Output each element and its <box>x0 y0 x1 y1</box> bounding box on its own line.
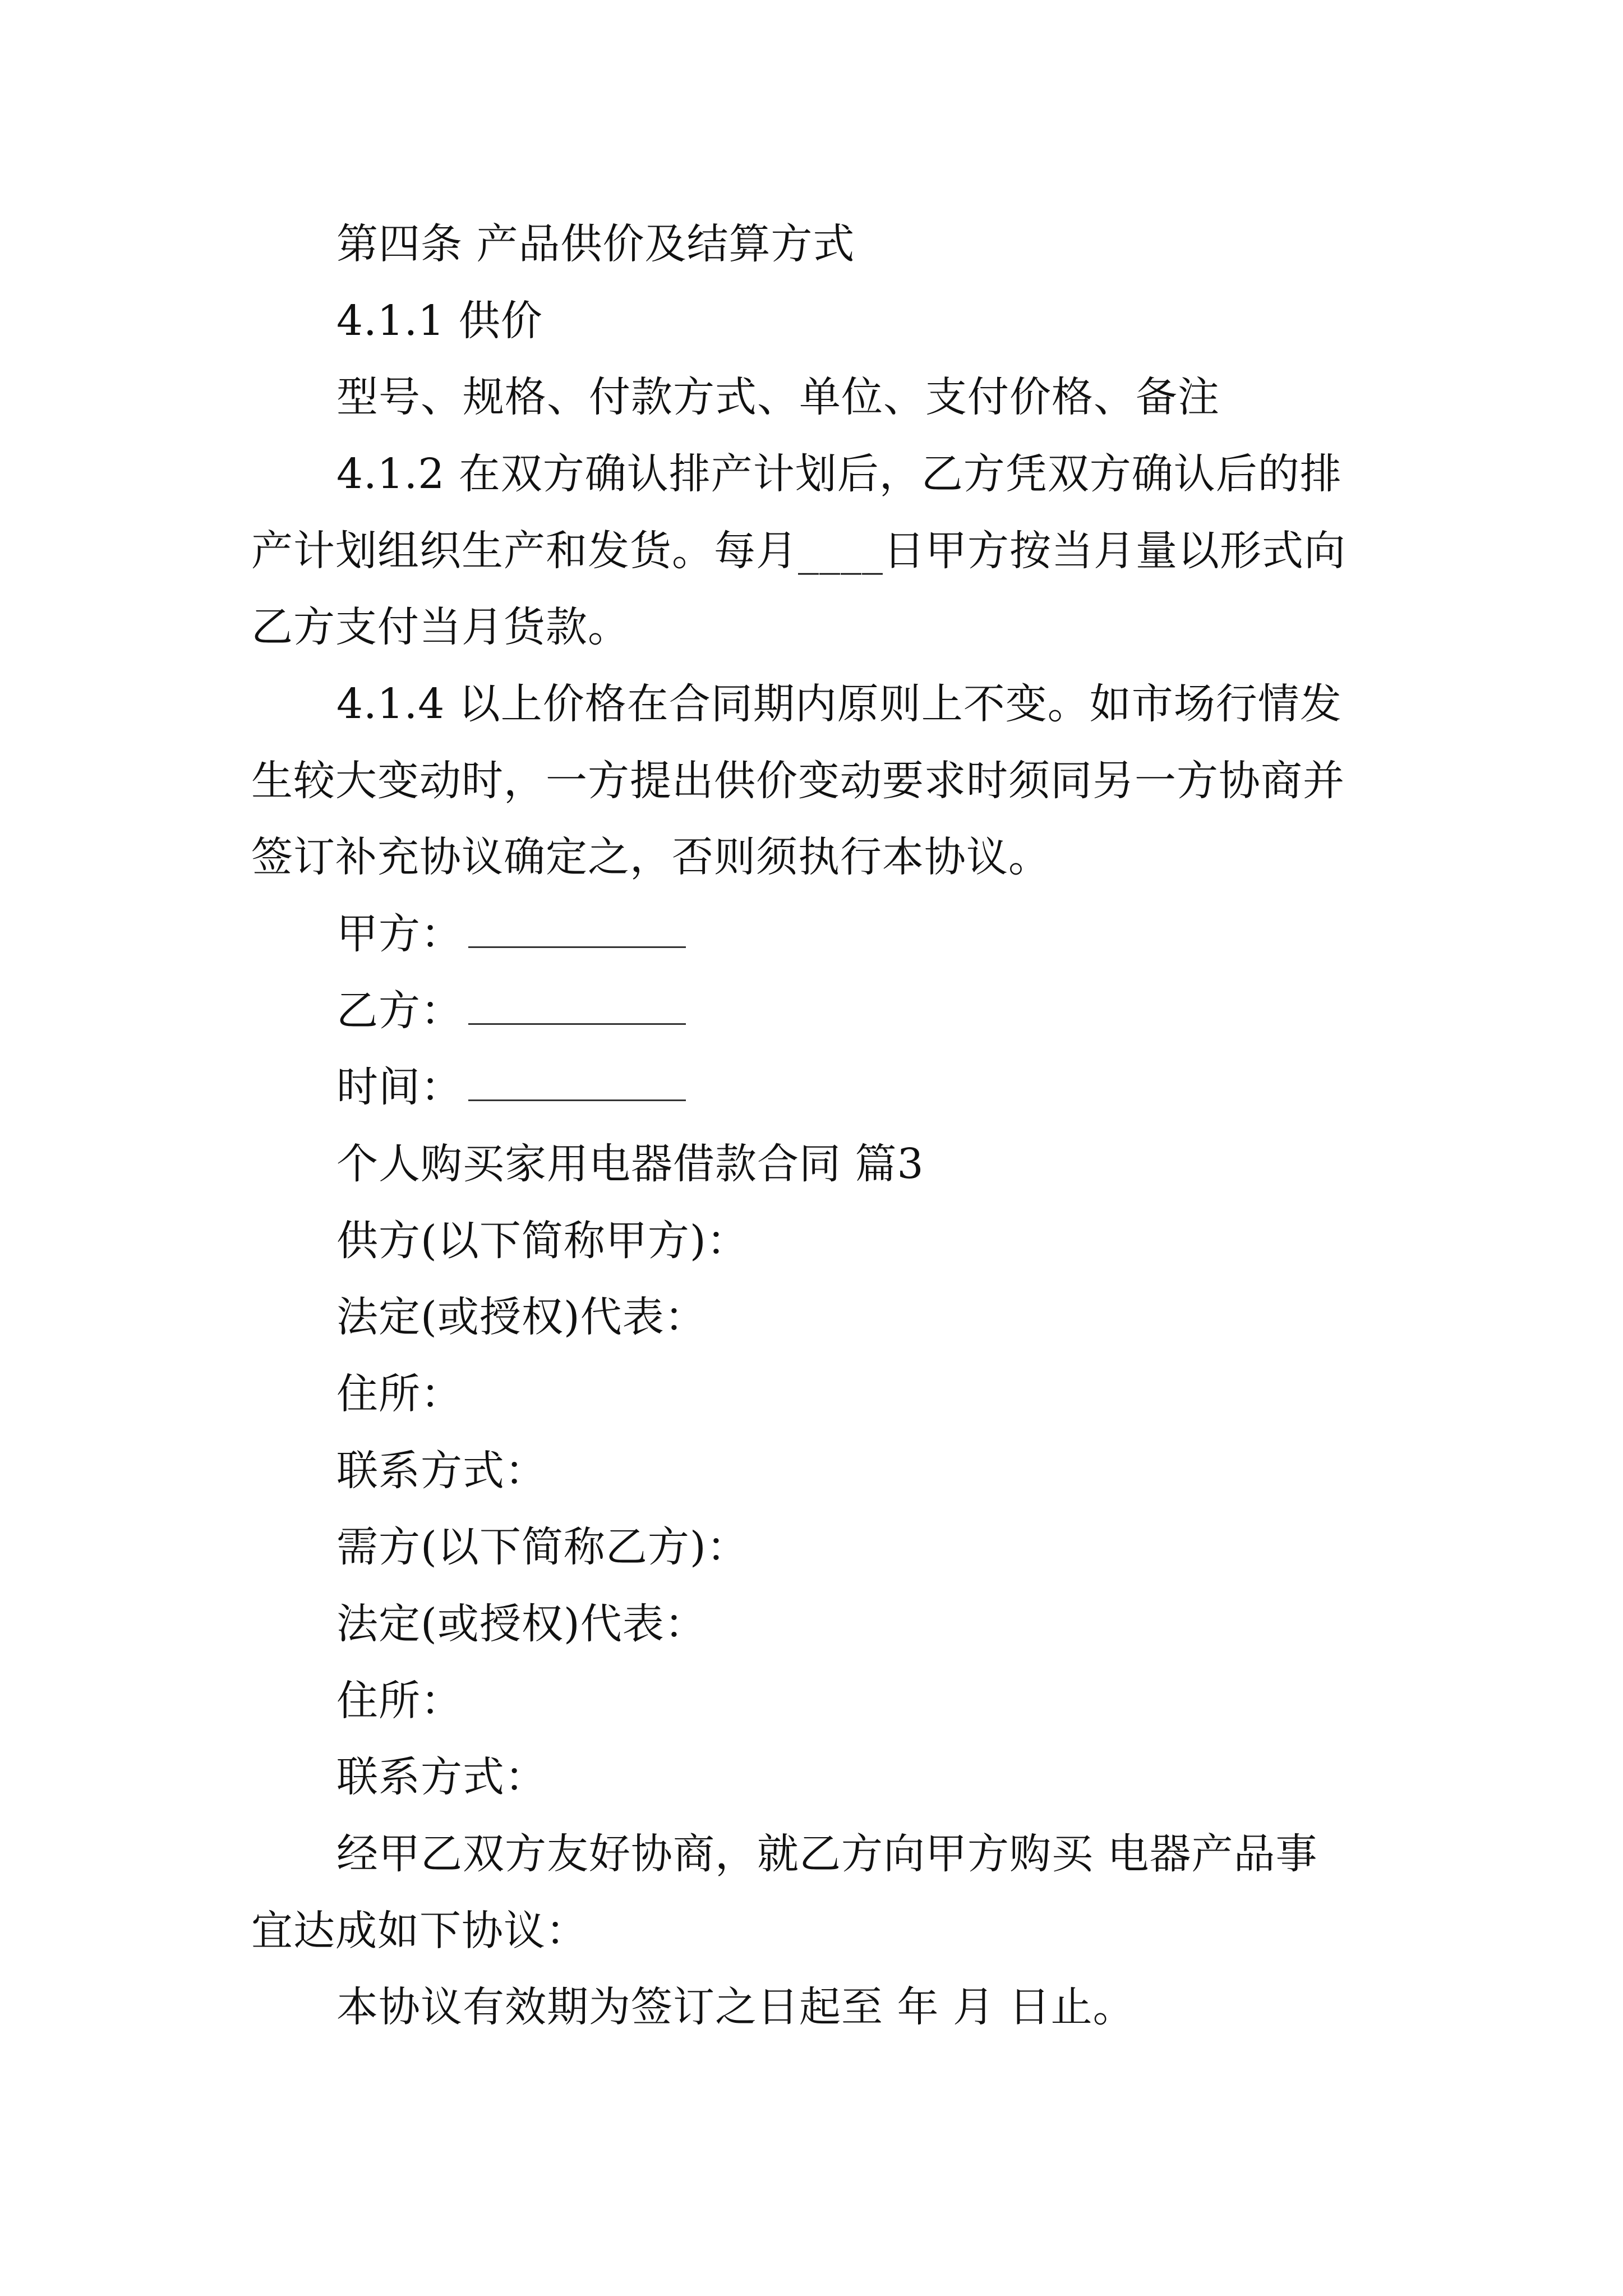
date-label: 时间： <box>336 1063 463 1111</box>
party-b-label: 乙方： <box>336 987 463 1035</box>
supplier-representative: 法定(或授权)代表： <box>336 1293 707 1341</box>
clause-4-1-2-line-2: 产计划组织生产和发货。每月____日甲方按当月量以形式向 <box>251 527 1346 575</box>
party-a-label: 甲方： <box>336 910 463 958</box>
supplier-line: 供方(以下简称甲方)： <box>336 1217 749 1265</box>
validity-period: 本协议有效期为签订之日起至 年 月 日止。 <box>336 1983 1135 2031</box>
contract-title: 个人购买家用电器借款合同 篇3 <box>336 1140 924 1188</box>
supplier-contact: 联系方式： <box>336 1447 547 1495</box>
date-signature-line <box>0 1059 1623 1115</box>
clause-4-1-1: 4.1.1 供价 <box>336 297 543 345</box>
price-fields-line: 型号、规格、付款方式、单位、支付价格、备注 <box>336 373 1220 421</box>
clause-4-1-2-line-1: 4.1.2 在双方确认排产计划后，乙方凭双方确认后的排 <box>336 450 1342 498</box>
section-heading: 第四条 产品供价及结算方式 <box>336 220 855 268</box>
agreement-intro-line-2: 宜达成如下协议： <box>251 1907 588 1955</box>
date-blank <box>468 1067 686 1101</box>
supplier-address: 住所： <box>336 1370 463 1418</box>
party-b-blank <box>468 991 686 1025</box>
clause-4-1-4-line-3: 签订补充协议确定之，否则须执行本协议。 <box>251 833 1050 881</box>
buyer-contact: 联系方式： <box>336 1753 547 1801</box>
buyer-line: 需方(以下简称乙方)： <box>336 1523 749 1571</box>
buyer-representative: 法定(或授权)代表： <box>336 1600 707 1648</box>
buyer-address: 住所： <box>336 1677 463 1725</box>
agreement-intro-line-1: 经甲乙双方友好协商，就乙方向甲方购买 电器产品事 <box>336 1830 1318 1878</box>
party-b-signature-line <box>0 983 1623 1039</box>
party-a-signature-line <box>0 906 1623 962</box>
party-a-blank <box>468 914 686 948</box>
clause-4-1-4-line-2: 生较大变动时，一方提出供价变动要求时须同另一方协商并 <box>251 757 1345 805</box>
clause-4-1-4-line-1: 4.1.4 以上价格在合同期内原则上不变。如市场行情发 <box>336 680 1342 728</box>
clause-4-1-2-line-3: 乙方支付当月货款。 <box>251 603 630 651</box>
